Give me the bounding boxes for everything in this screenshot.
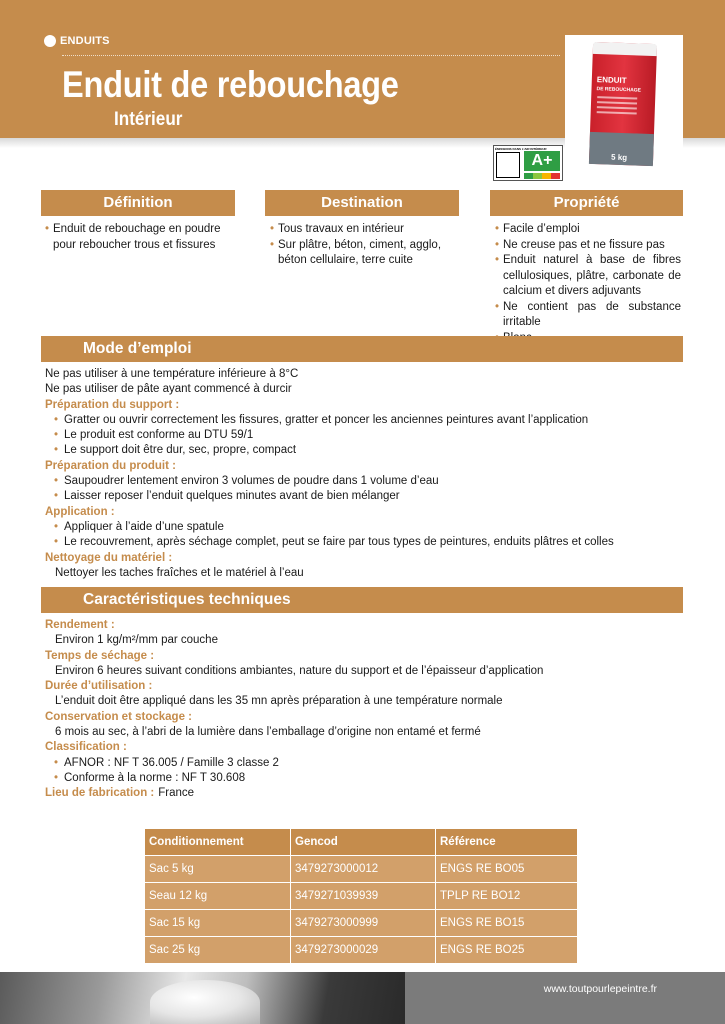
definition-heading: Définition xyxy=(41,190,235,216)
rendement-heading: Rendement : xyxy=(45,619,115,631)
list-item: • Appliquer à l’aide d’une spatule xyxy=(54,520,224,533)
list-item: • Sur plâtre, béton, ciment, agglo, béton cellulaire, terre cuite xyxy=(270,238,460,269)
table-row xyxy=(145,856,578,883)
product-bag xyxy=(589,42,657,166)
header-divider xyxy=(62,55,560,56)
list-item: • Gratter ou ouvrir correctement les fissures, gratter et poncer les anciennes peintures avant l’application xyxy=(54,413,589,426)
prep-support-heading: Préparation du support : xyxy=(45,398,180,411)
propriete-list xyxy=(495,222,681,346)
intro-line: Ne pas utiliser à une température inférieure à 8°C xyxy=(45,368,299,380)
table-cell: 3479271039939 xyxy=(291,883,436,910)
table-row xyxy=(145,937,578,964)
column-header: Conditionnement xyxy=(145,829,291,856)
caracteristiques-heading: Caractéristiques techniques xyxy=(41,587,683,613)
destination-heading: Destination xyxy=(265,190,459,216)
sechage-text: Environ 6 heures suivant conditions ambiantes, nature du support et de l’épaisseur d’application xyxy=(55,664,544,677)
utilisation-heading: Durée d’utilisation : xyxy=(45,680,153,693)
table-cell: Sac 15 kg xyxy=(145,910,291,937)
page-subtitle: Intérieur xyxy=(114,109,183,130)
badge-scale xyxy=(524,173,560,179)
utilisation-text: L’enduit doit être appliqué dans les 35 mn après préparation à une température normale xyxy=(55,695,503,708)
badge-heading: ÉMISSIONS DANS L'AIR INTÉRIEUR xyxy=(495,147,547,151)
product-image xyxy=(565,35,683,175)
category-breadcrumb xyxy=(44,35,110,47)
list-item: • Le support doit être dur, sec, propre, compact xyxy=(54,444,297,457)
bag-subtitle: DE REBOUCHAGE xyxy=(596,86,642,94)
table-cell: 3479273000029 xyxy=(291,937,436,964)
list-item: • Le recouvrement, après séchage complet, peut se faire par tous types de peintures, enduits plâtres et colles xyxy=(54,536,614,549)
list-item: • Le produit est conforme au DTU 59/1 xyxy=(54,429,254,442)
website-link[interactable]: www.toutpourlepeintre.fr xyxy=(543,983,657,995)
table-cell: ENGS RE BO25 xyxy=(436,937,578,964)
table-cell: Sac 25 kg xyxy=(145,937,291,964)
definition-list xyxy=(45,222,237,253)
table-cell: Sac 5 kg xyxy=(145,856,291,883)
list-item: • AFNOR : NF T 36.005 / Famille 3 classe 2 xyxy=(54,756,279,769)
propriete-heading: Propriété xyxy=(490,190,683,216)
table-cell: 3479273000999 xyxy=(291,910,436,937)
bag-title: ENDUIT xyxy=(596,75,627,86)
rendement-text: Environ 1 kg/m²/mm par couche xyxy=(55,634,218,647)
list-item: • Laisser reposer l’enduit quelques minutes avant de bien mélanger xyxy=(54,490,400,503)
bag-weight: 5 kg xyxy=(610,152,628,163)
list-item: • Enduit de rebouchage en poudre pour reboucher trous et fissures xyxy=(45,222,237,253)
packaging-table xyxy=(144,828,578,964)
caracteristiques-section xyxy=(45,618,685,802)
list-item: • Enduit naturel à base de fibres cellulosiques, plâtre, carbonate de calcium et divers adjuvants xyxy=(495,253,681,300)
table-header-row xyxy=(145,829,578,856)
destination-list xyxy=(270,222,460,269)
conservation-heading: Conservation et stockage : xyxy=(45,710,192,723)
sechage-heading: Temps de séchage : xyxy=(45,649,155,662)
list-item: • Facile d’emploi xyxy=(495,222,681,238)
fabrication-text: France xyxy=(158,787,195,800)
table-cell: 3479273000012 xyxy=(291,856,436,883)
column-header: Gencod xyxy=(291,829,436,856)
list-item: • Saupoudrer lentement environ 3 volumes de poudre dans 1 volume d’eau xyxy=(54,475,439,488)
page-title: Enduit de rebouchage xyxy=(62,64,399,105)
intro-line: Ne pas utiliser de pâte ayant commencé à durcir xyxy=(45,383,292,396)
application-heading: Application : xyxy=(45,505,115,518)
table-row xyxy=(145,883,578,910)
category-label: ENDUITS xyxy=(60,35,110,47)
bag-text-lines xyxy=(597,96,638,117)
list-item: • Ne contient pas de substance irritable xyxy=(495,300,681,331)
classification-heading: Classification : xyxy=(45,741,127,754)
badge-grade: A+ xyxy=(524,151,560,171)
footer-plaster-image xyxy=(150,980,260,1024)
table-cell: ENGS RE BO15 xyxy=(436,910,578,937)
bag-top xyxy=(593,42,657,56)
list-item: • Ne creuse pas et ne fissure pas xyxy=(495,238,681,254)
circle-icon xyxy=(44,35,56,47)
list-item: • Tous travaux en intérieur xyxy=(270,222,460,238)
fabrication-heading: Lieu de fabrication : xyxy=(45,787,155,800)
column-header: Référence xyxy=(436,829,578,856)
nettoyage-text: Nettoyer les taches fraîches et le matériel à l’eau xyxy=(55,566,304,579)
mode-emploi-section xyxy=(45,367,685,581)
table-row xyxy=(145,910,578,937)
mode-emploi-heading: Mode d’emploi xyxy=(41,336,683,362)
prep-produit-heading: Préparation du produit : xyxy=(45,459,176,472)
house-icon xyxy=(496,152,520,178)
table-cell: ENGS RE BO05 xyxy=(436,856,578,883)
conservation-text: 6 mois au sec, à l’abri de la lumière dans l’emballage d’origine non entamé et fermé xyxy=(55,726,481,739)
table-cell: TPLP RE BO12 xyxy=(436,883,578,910)
list-item: • Conforme à la norme : NF T 30.608 xyxy=(54,771,246,784)
nettoyage-heading: Nettoyage du matériel : xyxy=(45,551,173,564)
table-cell: Seau 12 kg xyxy=(145,883,291,910)
emission-badge xyxy=(493,145,563,181)
fabrication-line xyxy=(45,786,685,801)
